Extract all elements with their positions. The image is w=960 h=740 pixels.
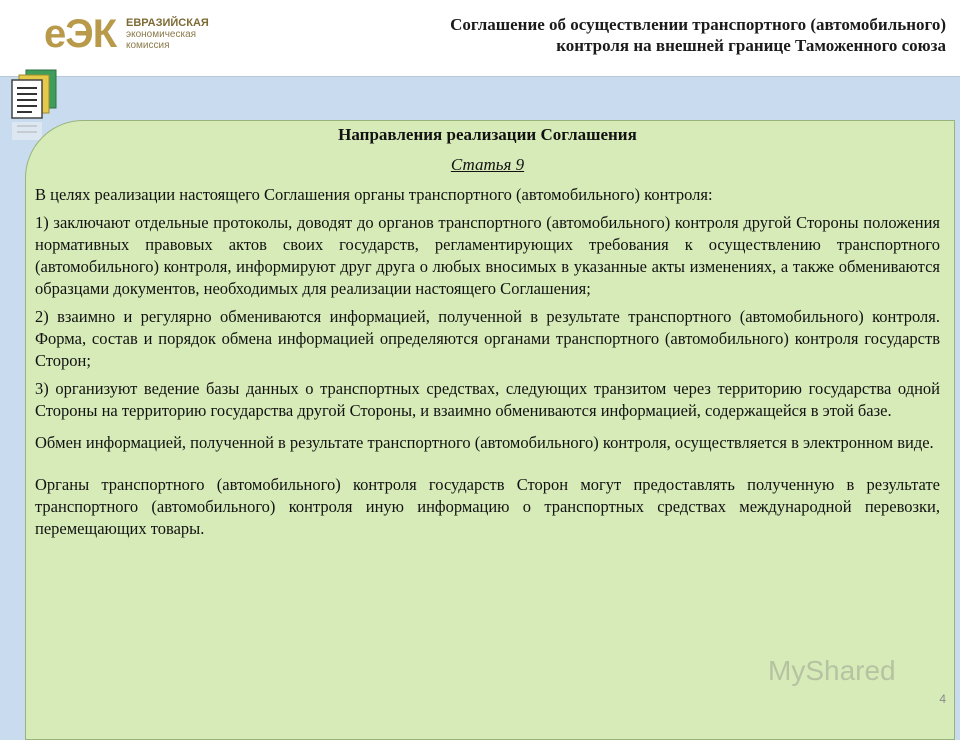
logo-line-1: ЕВРАЗИЙСКАЯ xyxy=(126,17,209,29)
page-number: 4 xyxy=(939,692,946,706)
logo-text xyxy=(126,18,209,51)
paragraph-electronic-exchange: Обмен информацией, полученной в результате транспортного (автомобильного) контроля, осуществляется в электронном виде. xyxy=(35,433,934,452)
paragraph-item-1: 1) заключают отдельные протоколы, доводят до органов транспортного (автомобильного) контроля другой Стороны положения нормативных правовых актов своих государств, регламентирующих требования к осуществлению транспортного (автомобильного) контроля, информируют друг друга о любых вносимых в указанные акты изменениях, а также обмениваются образцами документов, необходимых для реализации настоящего Соглашения; xyxy=(35,213,940,298)
paragraph-other-information: Органы транспортного (автомобильного) контроля государств Сторон могут предоставлять полученную в результате транспортного (автомобильного) контроля иную информацию о транспортных средствах международной перевозки, перемещающих товары. xyxy=(35,475,940,538)
watermark: MyShared xyxy=(768,655,896,686)
logo-line-3: комиссия xyxy=(126,40,170,51)
logo-mark: еЭК xyxy=(44,12,117,56)
article-number: Статья 9 xyxy=(450,155,525,174)
logo-line-2: экономическая xyxy=(126,29,197,40)
slide-title-line-2: контроля на внешней границе Таможенного союза xyxy=(556,36,946,55)
slide-header xyxy=(0,0,960,77)
paragraph-item-3: 3) организуют ведение базы данных о транспортных средствах, следующих транзитом через территорию государства одной Стороны на территорию государства другой Стороны, и взаимно обмениваются информацией, содержащейся в этой базе. xyxy=(35,379,940,420)
article-content xyxy=(35,124,940,546)
section-heading: Направления реализации Соглашения xyxy=(338,125,637,144)
paragraph-item-2: 2) взаимно и регулярно обмениваются информацией, полученной в результате транспортного (автомобильного) контроля. Форма, состав и порядок обмена информацией определяются органами транспортного (автомобильного) контроля государств Сторон; xyxy=(35,307,940,370)
slide-title-line-1: Соглашение об осуществлении транспортного (автомобильного) xyxy=(450,15,946,34)
slide-title xyxy=(296,14,946,56)
paragraph-intro: В целях реализации настоящего Соглашения органы транспортного (автомобильного) контроля: xyxy=(35,185,713,204)
eec-logo xyxy=(44,12,224,66)
